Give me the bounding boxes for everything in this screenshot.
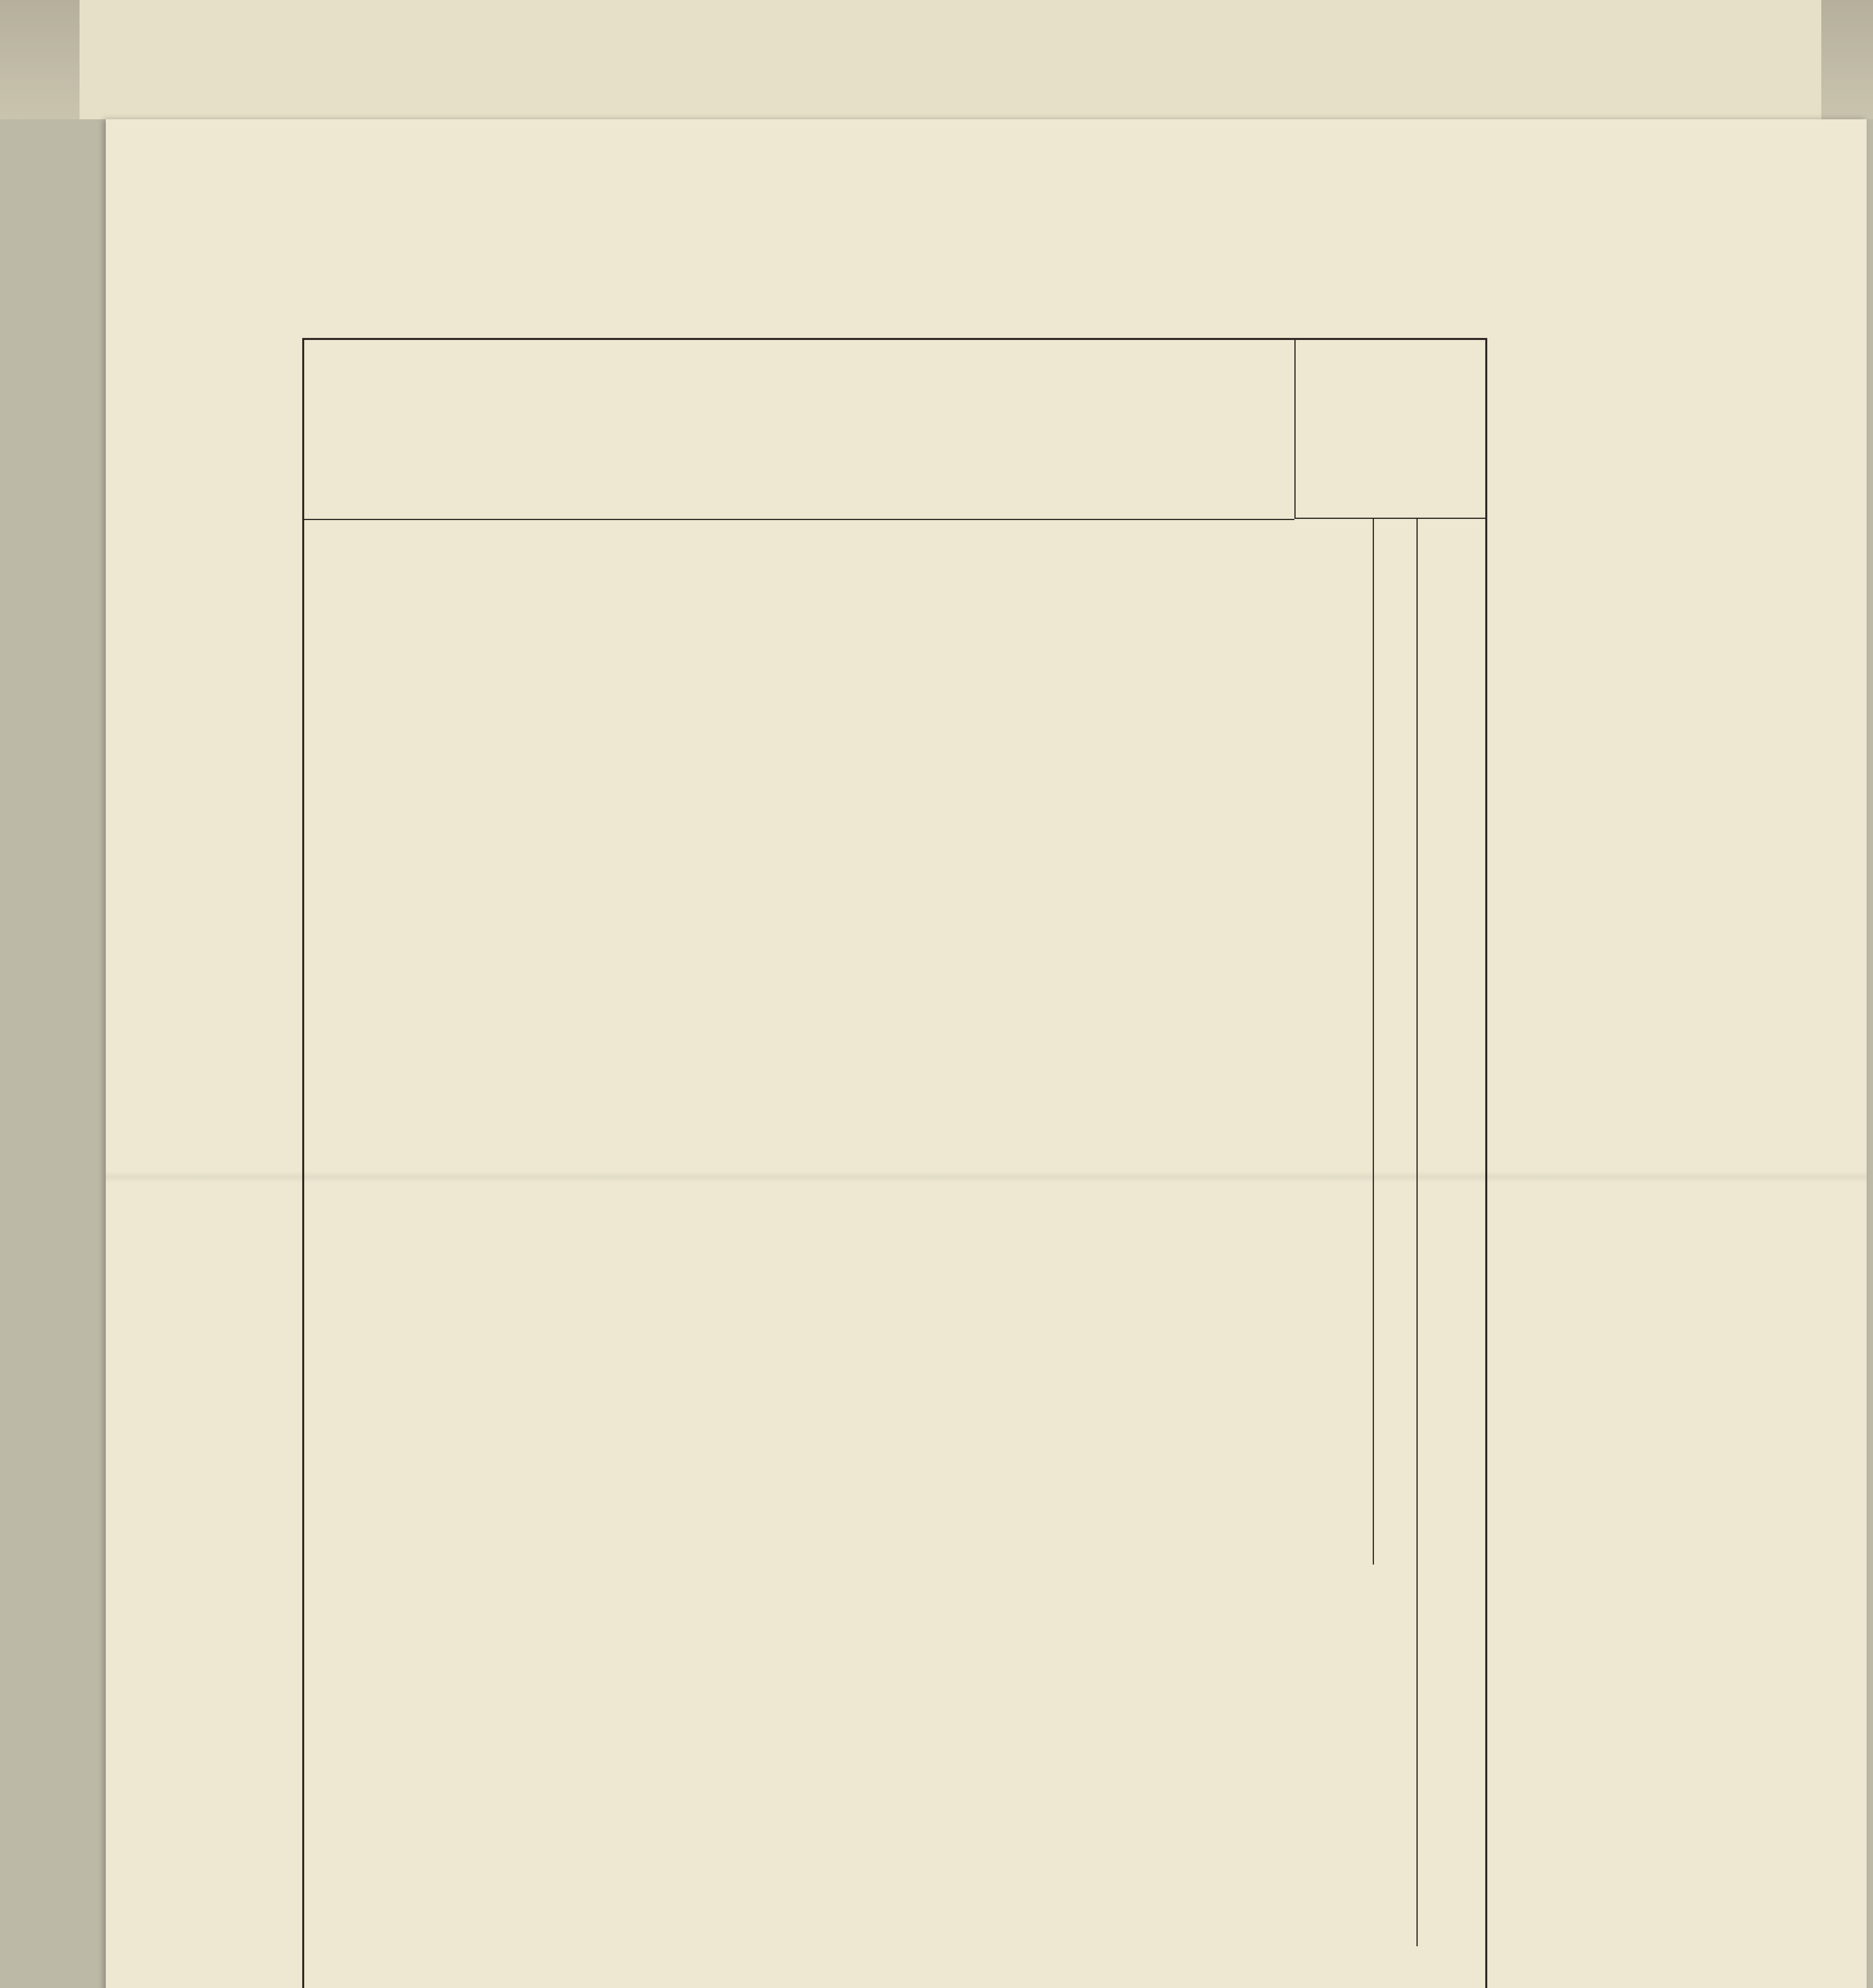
- page-title: [1535, 485, 1599, 1956]
- corner-header: [1294, 340, 1485, 519]
- group-label-subsidy: [1416, 1867, 1485, 1946]
- group-label-housing: [1373, 519, 1418, 1378]
- group-label-temporary: [1373, 1378, 1418, 1565]
- group-label-state-union: [1416, 1565, 1485, 1867]
- group-label-district: [1416, 519, 1485, 1565]
- underlying-page-text: [437, 4, 1750, 32]
- underlying-page: [80, 0, 1821, 119]
- data-table: [302, 338, 1487, 1988]
- state-header-row: [304, 340, 1294, 520]
